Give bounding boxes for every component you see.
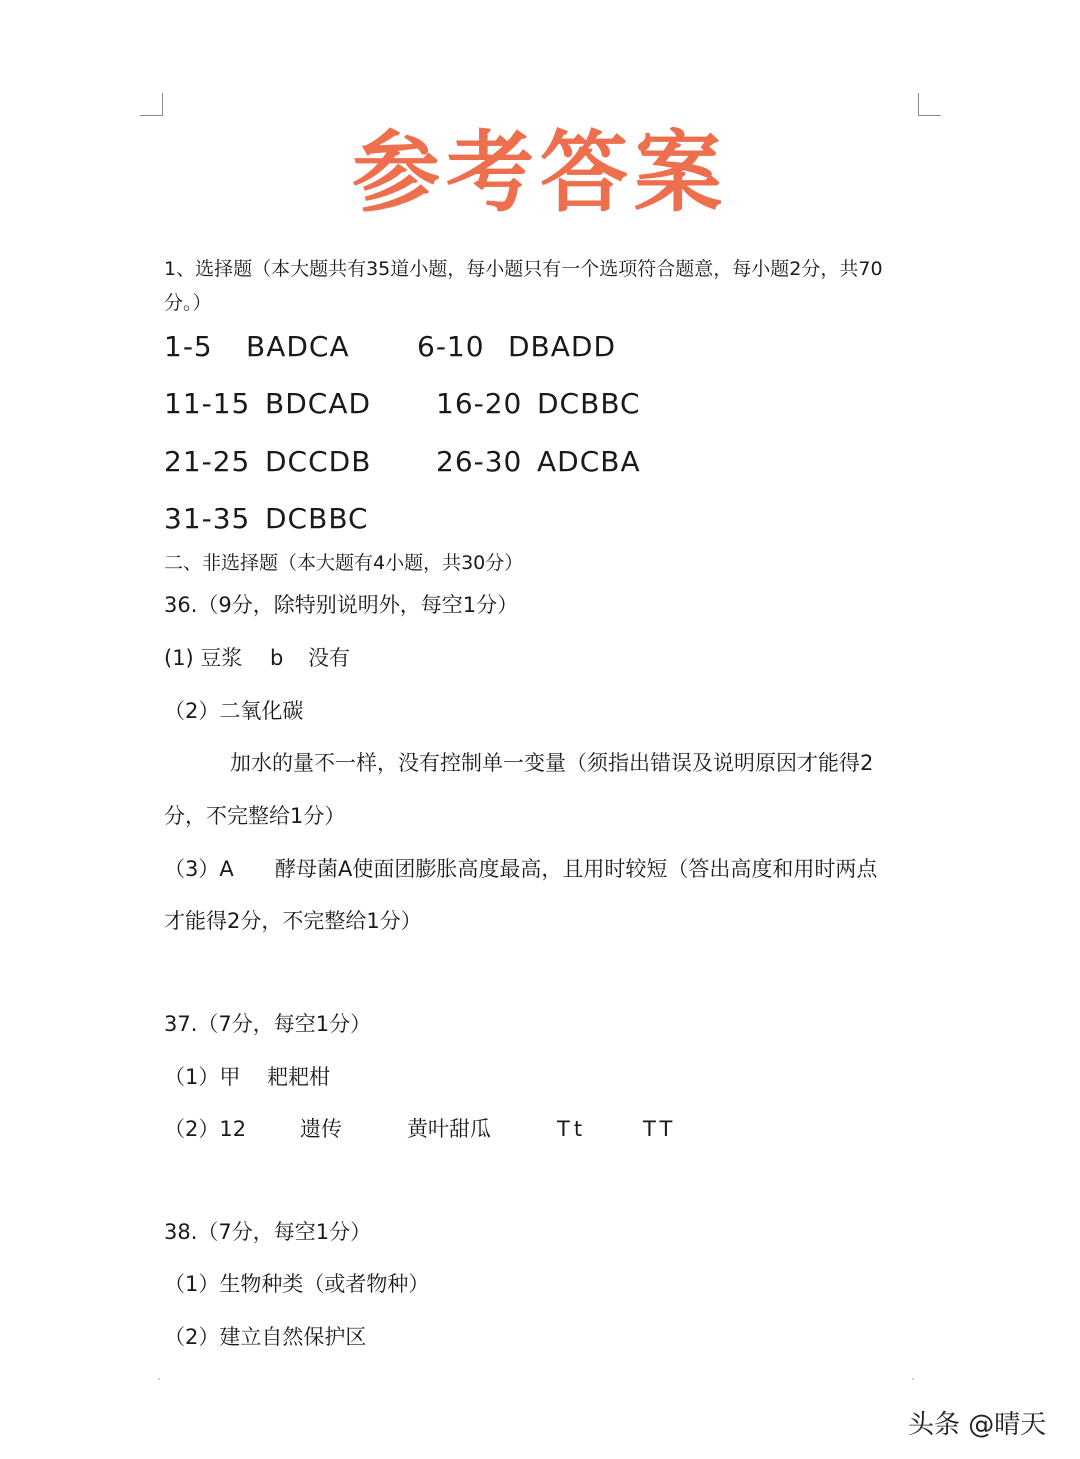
section1-heading-line1: 1、选择题（本大题共有35道小题，每小题只有一个选项符合题意，每小题2分，共70 <box>164 258 883 280</box>
answer-letters: DCBBC <box>537 387 641 420</box>
q36-part2: （2）二氧化碳 <box>164 699 304 723</box>
q37-part2-answer: 遗传 <box>300 1117 342 1141</box>
page-title: 参考答案 <box>351 121 728 224</box>
answer-letters: DCBBC <box>265 502 369 535</box>
q36-part3-label: （3）A <box>164 857 234 881</box>
answer-range: 21-25 <box>164 445 251 478</box>
answer-range: 6-10 <box>417 330 485 363</box>
answer-range: 26-30 <box>436 445 523 478</box>
q36-part3-line1: 酵母菌A使面团膨胀高度最高，且用时较短（答出高度和用时两点 <box>275 857 878 881</box>
answer-range: 31-35 <box>164 502 251 535</box>
q36-part1-answer-b: b <box>270 646 284 670</box>
section1-heading-line2: 分。） <box>164 292 212 314</box>
q37-part2-answer: TT <box>643 1117 677 1141</box>
q38-part2: （2）建立自然保护区 <box>164 1325 367 1349</box>
answer-letters: DBADD <box>508 330 617 363</box>
q38-heading: 38.（7分，每空1分） <box>164 1220 372 1244</box>
answer-letters: DCCDB <box>265 445 372 478</box>
q36-part3-line2: 才能得2分，不完整给1分） <box>164 909 422 933</box>
q36-part1-label: (1) 豆浆 <box>164 646 243 670</box>
q38-part1: （1）生物种类（或者物种） <box>164 1272 430 1296</box>
page-corner-mark-bottom-left <box>158 1378 160 1380</box>
q37-part1-answer: 耙耙柑 <box>267 1065 330 1089</box>
answer-letters: BDCAD <box>265 387 372 420</box>
page-corner-mark-bottom-right <box>912 1378 914 1380</box>
source-watermark: 头条 @晴天 <box>908 1410 1047 1440</box>
q36-part2-note-line1: 加水的量不一样，没有控制单一变量（须指出错误及说明原因才能得2 <box>230 751 874 775</box>
answer-range: 1-5 <box>164 330 213 363</box>
answer-letters: ADCBA <box>537 445 641 478</box>
q36-part2-note-line2: 分，不完整给1分） <box>164 804 346 828</box>
page-corner-mark-top-left <box>140 93 163 116</box>
q37-part2-label: （2）12 <box>164 1117 247 1141</box>
q37-part1-label: （1）甲 <box>164 1065 241 1089</box>
q36-heading: 36.（9分，除特别说明外，每空1分） <box>164 593 519 617</box>
q37-part2-answer: 黄叶甜瓜 <box>407 1117 491 1141</box>
page-corner-mark-top-right <box>918 93 941 116</box>
q36-part1-answer-c: 没有 <box>308 646 350 670</box>
q37-part2-answer: Tt <box>557 1117 587 1141</box>
section2-heading: 二、非选择题（本大题有4小题，共30分） <box>164 552 524 574</box>
answer-range: 11-15 <box>164 387 251 420</box>
q37-heading: 37.（7分，每空1分） <box>164 1012 372 1036</box>
answer-range: 16-20 <box>436 387 523 420</box>
answer-letters: BADCA <box>246 330 350 363</box>
